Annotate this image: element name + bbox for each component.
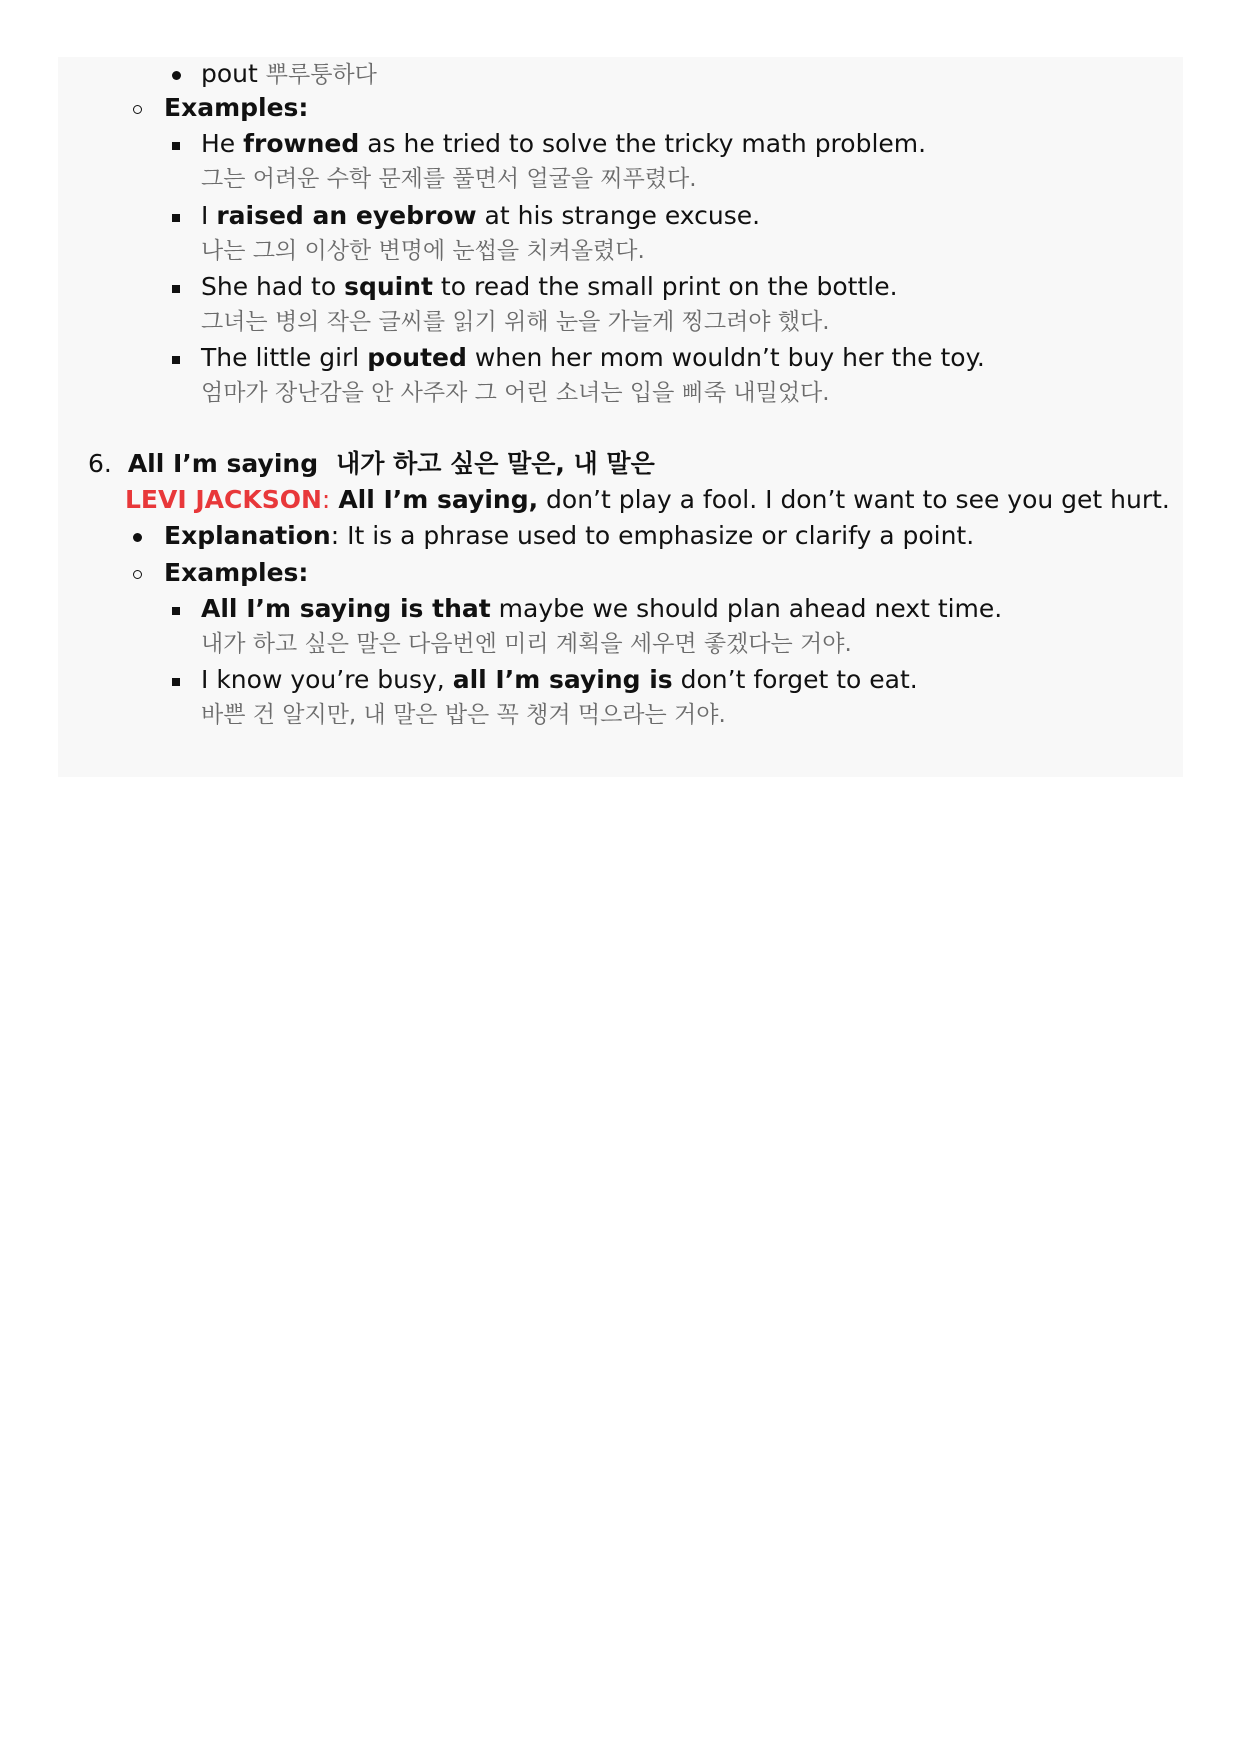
bullet-disc-icon: [133, 533, 142, 542]
example-translation: 그녀는 병의 작은 글씨를 읽기 위해 눈을 가늘게 찡그려야 했다.: [201, 309, 830, 335]
example-translation: 바쁜 건 알지만, 내 말은 밥은 꼭 챙겨 먹으라는 거야.: [201, 702, 726, 728]
section-heading: [88, 447, 655, 481]
example-sentence: He frowned as he tried to solve the tricky math problem.: [201, 129, 927, 158]
bullet-circle-icon: [133, 105, 142, 114]
bullet-square-icon: [172, 285, 180, 293]
bullet-square-icon: [172, 142, 180, 150]
expression-title: All I’m saying: [127, 449, 319, 478]
speaker-name: LEVI JACKSON: [125, 485, 322, 514]
examples-heading: [164, 91, 308, 125]
bullet-disc-icon: [172, 71, 181, 80]
bullet-square-icon: [172, 356, 180, 364]
example-translation: 엄마가 장난감을 안 사주자 그 어린 소녀는 입을 삐죽 내밀었다.: [201, 380, 830, 406]
vocab-word: pout: [201, 59, 258, 88]
vocab-translation: 뿌루퉁하다: [265, 62, 377, 88]
bullet-square-icon: [172, 607, 180, 615]
explanation-label: Explanation: [164, 521, 331, 550]
vocab-item-pout: [201, 57, 377, 92]
examples-label: Examples:: [164, 558, 309, 587]
example-sentence: All I’m saying is that maybe we should plan ahead next time.: [201, 594, 1003, 623]
examples-heading: [164, 556, 308, 590]
bullet-square-icon: [172, 678, 180, 686]
section-number: 6.: [88, 449, 112, 478]
bullet-square-icon: [172, 214, 180, 222]
explanation: Explanation: It is a phrase used to emphasize or clarify a point.: [164, 521, 975, 550]
examples-label: Examples:: [164, 93, 309, 122]
example-sentence: I raised an eyebrow at his strange excuse.: [201, 201, 761, 230]
example-translation: 그는 어려운 수학 문제를 풀면서 얼굴을 찌푸렸다.: [201, 166, 697, 192]
expression-meaning: 내가 하고 싶은 말은, 내 말은: [336, 449, 655, 478]
dialogue-quote: LEVI JACKSON: All I’m saying, don’t play a fool. I don’t want to see you get hurt.: [125, 485, 1170, 514]
example-translation: 내가 하고 싶은 말은 다음번엔 미리 계획을 세우면 좋겠다는 거야.: [201, 631, 852, 657]
example-translation: 나는 그의 이상한 변명에 눈썹을 치켜올렸다.: [201, 238, 645, 264]
example-sentence: She had to squint to read the small print on the bottle.: [201, 272, 898, 301]
bullet-circle-icon: [133, 570, 142, 579]
example-sentence: I know you’re busy, all I’m saying is don’t forget to eat.: [201, 665, 918, 694]
example-sentence: The little girl pouted when her mom wouldn’t buy her the toy.: [201, 343, 985, 372]
